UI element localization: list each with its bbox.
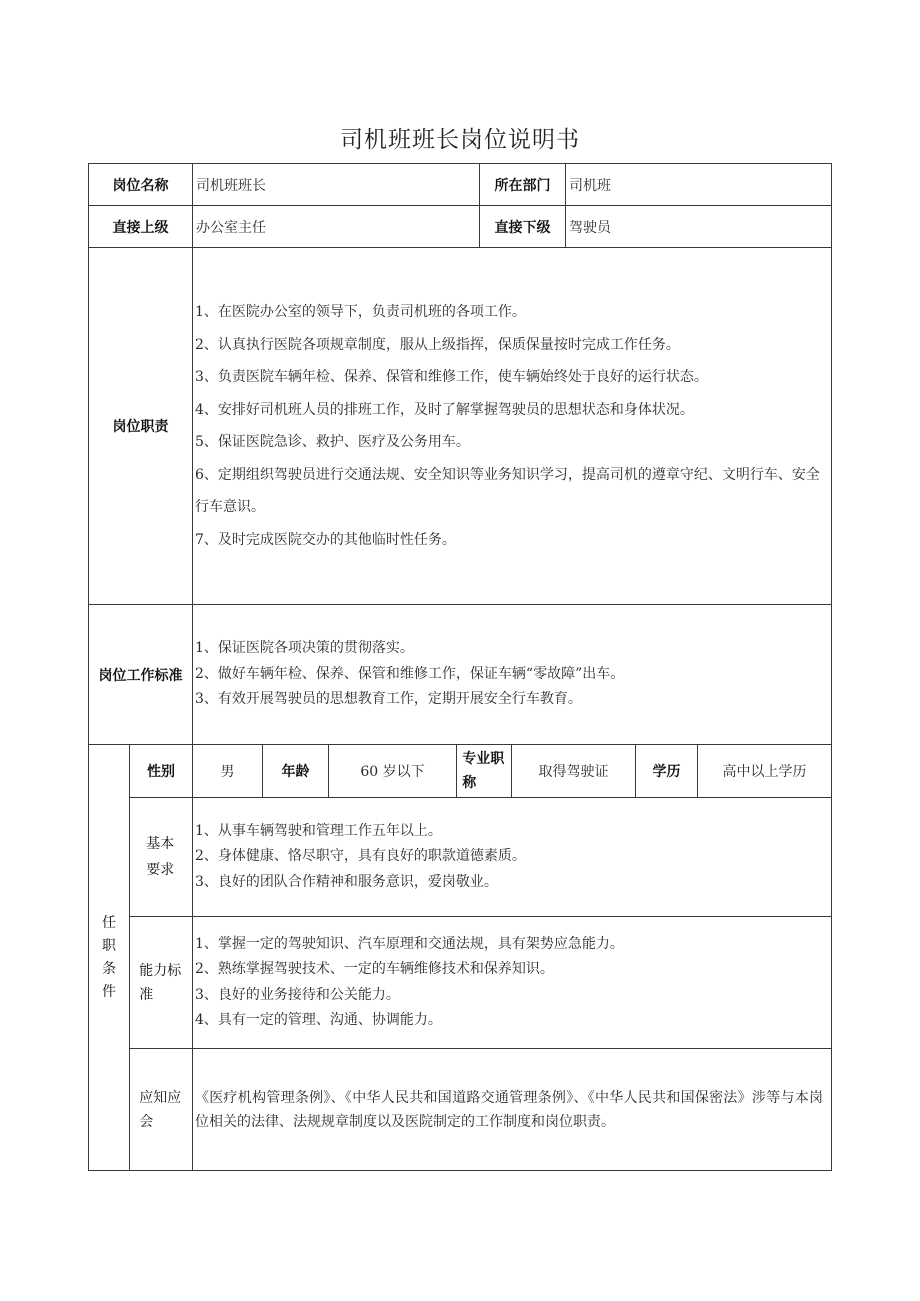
list-item: 6、定期组织驾驶员进行交通法规、安全知识等业务知识学习，提高司机的遵章守纪、文明行车、安全行车意识。 — [195, 466, 820, 515]
list-item: 1、保证医院各项决策的贯彻落实。 — [195, 640, 414, 657]
position-name-label: 岗位名称 — [88, 163, 193, 206]
list-item: 2、熟练掌握驾驶技术、一定的车辆维修技术和保养知识。 — [195, 961, 554, 977]
position-name-value: 司机班班长 — [192, 163, 480, 206]
document-title: 司机班班长岗位说明书 — [340, 127, 580, 153]
knowledge-text-cell — [192, 1048, 832, 1171]
list-item: 1、从事车辆驾驶和管理工作五年以上。 — [195, 822, 442, 839]
list-item: 4、安排好司机班人员的排班工作，及时了解掌握驾驶员的思想状态和身体状况。 — [195, 401, 694, 418]
list-item: 3、有效开展驾驶员的思想教育工作，定期开展安全行车教育。 — [195, 691, 582, 708]
duties-list — [192, 247, 832, 605]
basic-requirements-label — [129, 797, 193, 917]
department-label: 所在部门 — [479, 163, 566, 206]
basic-requirements-list — [192, 797, 832, 917]
knowledge-label-text: 应知应会 — [139, 1089, 182, 1130]
list-item: 3、良好的团队合作精神和服务意识，爱岗敬业。 — [195, 873, 498, 890]
title-label-text: 专业职称 — [462, 751, 505, 791]
title-value: 取得驾驶证 — [511, 744, 636, 798]
list-item: 3、良好的业务接待和公关能力。 — [195, 986, 400, 1003]
list-item: 2、认真执行医院各项规章制度，服从上级指挥，保质保量按时完成工作任务。 — [195, 336, 680, 353]
department-value: 司机班 — [565, 163, 832, 206]
list-item: 1、掌握一定的驾驶知识、汽车原理和交通法规，具有架势应急能力。 — [195, 935, 624, 952]
gender-label: 性别 — [129, 744, 193, 798]
title-label — [456, 744, 512, 798]
list-item: 2、身体健康、恪尽职守，具有良好的职款道德素质。 — [195, 848, 526, 865]
age-label: 年龄 — [262, 744, 329, 798]
list-item: 2、做好车辆年检、保养、保管和维修工作，保证车辆“零故障”出车。 — [195, 665, 625, 682]
basic-requirements-label-text: 基本要求 — [146, 836, 175, 878]
duties-label: 岗位职责 — [88, 247, 193, 605]
education-value: 高中以上学历 — [697, 744, 832, 798]
ability-label-text: 能力标准 — [139, 962, 182, 1003]
standards-list — [192, 604, 832, 745]
list-item: 1、在医院办公室的领导下，负责司机班的各项工作。 — [195, 304, 526, 320]
superior-label: 直接上级 — [88, 205, 193, 248]
list-item: 5、保证医院急诊、救护、医疗及公务用车。 — [195, 434, 470, 450]
knowledge-label — [129, 1048, 193, 1171]
standards-label: 岗位工作标准 — [88, 604, 193, 745]
qualifications-label — [88, 744, 130, 1171]
subordinate-label: 直接下级 — [479, 205, 566, 248]
education-label: 学历 — [635, 744, 698, 798]
age-value: 60 岁以下 — [328, 744, 457, 798]
qualifications-label-text: 任职条件 — [102, 914, 116, 1000]
list-item: 7、及时完成医院交办的其他临时性任务。 — [195, 531, 456, 548]
ability-list — [192, 916, 832, 1049]
knowledge-text: 《医疗机构管理条例》、《中华人民共和国道路交通管理条例》、《中华人民共和国保密法》涉等与本岗位相关的法律、法规规章制度以及医院制定的工作制度和岗位职责。 — [195, 1089, 823, 1130]
list-item: 3、负责医院车辆年检、保养、保管和维修工作，使车辆始终处于良好的运行状态。 — [195, 369, 708, 385]
subordinate-value: 驾驶员 — [565, 205, 832, 248]
gender-value: 男 — [192, 744, 263, 798]
superior-value: 办公室主任 — [192, 205, 480, 248]
ability-label — [129, 916, 193, 1049]
list-item: 4、具有一定的管理、沟通、协调能力。 — [195, 1012, 442, 1028]
